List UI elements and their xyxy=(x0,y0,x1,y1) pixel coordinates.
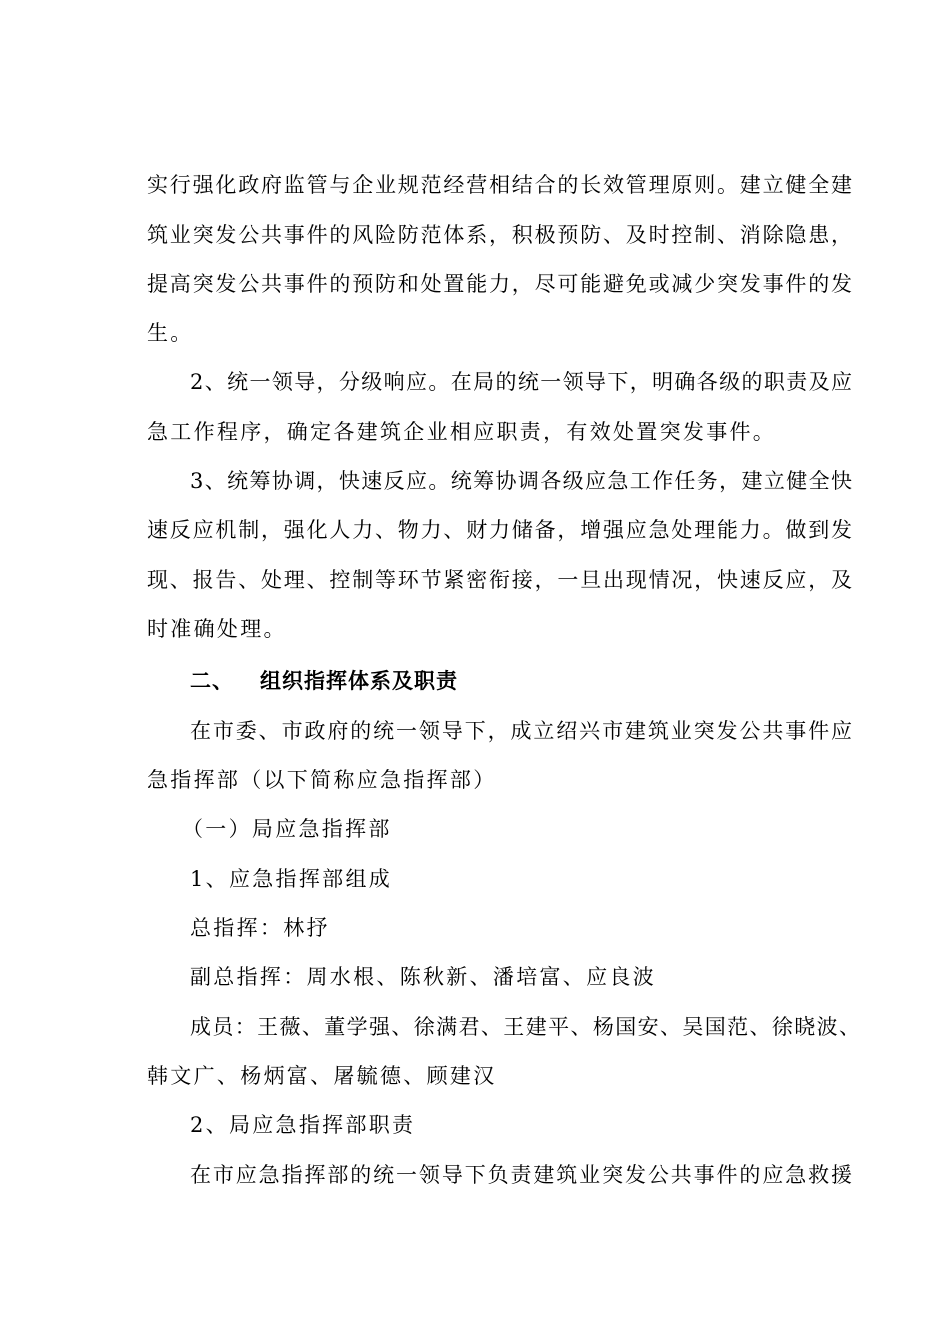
paragraph-line: 时准确处理。 xyxy=(147,617,287,641)
subsection-heading: （一）局应急指挥部 xyxy=(182,817,392,841)
paragraph-line: 生。 xyxy=(147,321,194,345)
section-heading-number: 二、 xyxy=(190,669,234,693)
paragraph-line: 3、统筹协调，快速反应。统筹协调各级应急工作任务，建立健全快 xyxy=(190,469,852,493)
paragraph-line: 2、统一领导，分级响应。在局的统一领导下，明确各级的职责及应 xyxy=(190,370,852,394)
paragraph-line: 成员：王薇、董学强、徐满君、王建平、杨国安、吴国范、徐晓波、 xyxy=(190,1015,860,1039)
paragraph-line: 急工作程序，确定各建筑企业相应职责，有效处置突发事件。 xyxy=(147,420,777,444)
paragraph-line: 总指挥：林抒 xyxy=(190,916,330,940)
paragraph-line: 2、局应急指挥部职责 xyxy=(190,1113,416,1137)
paragraph-line: 实行强化政府监管与企业规范经营相结合的长效管理原则。建立健全建 xyxy=(147,173,852,197)
paragraph-line: 现、报告、处理、控制等环节紧密衔接，一旦出现情况，快速反应，及 xyxy=(147,568,852,592)
paragraph-line: 提高突发公共事件的预防和处置能力，尽可能避免或减少突发事件的发 xyxy=(147,272,852,296)
paragraph-line: 在市应急指挥部的统一领导下负责建筑业突发公共事件的应急救援 xyxy=(190,1163,852,1187)
paragraph-line: 急指挥部（以下简称应急指挥部） xyxy=(147,768,497,792)
paragraph-line: 韩文广、杨炳富、屠毓德、顾建汉 xyxy=(147,1064,497,1088)
paragraph-line: 在市委、市政府的统一领导下，成立绍兴市建筑业突发公共事件应 xyxy=(190,719,852,743)
section-heading xyxy=(190,666,458,696)
section-heading-title: 组织指挥体系及职责 xyxy=(260,669,458,693)
paragraph-line: 1、应急指挥部组成 xyxy=(190,867,393,891)
paragraph-line: 速反应机制，强化人力、物力、财力储备，增强应急处理能力。做到发 xyxy=(147,518,852,542)
paragraph-line: 筑业突发公共事件的风险防范体系，积极预防、及时控制、消除隐患， xyxy=(147,223,852,247)
paragraph-line: 副总指挥：周水根、陈秋新、潘培富、应良波 xyxy=(190,965,656,989)
